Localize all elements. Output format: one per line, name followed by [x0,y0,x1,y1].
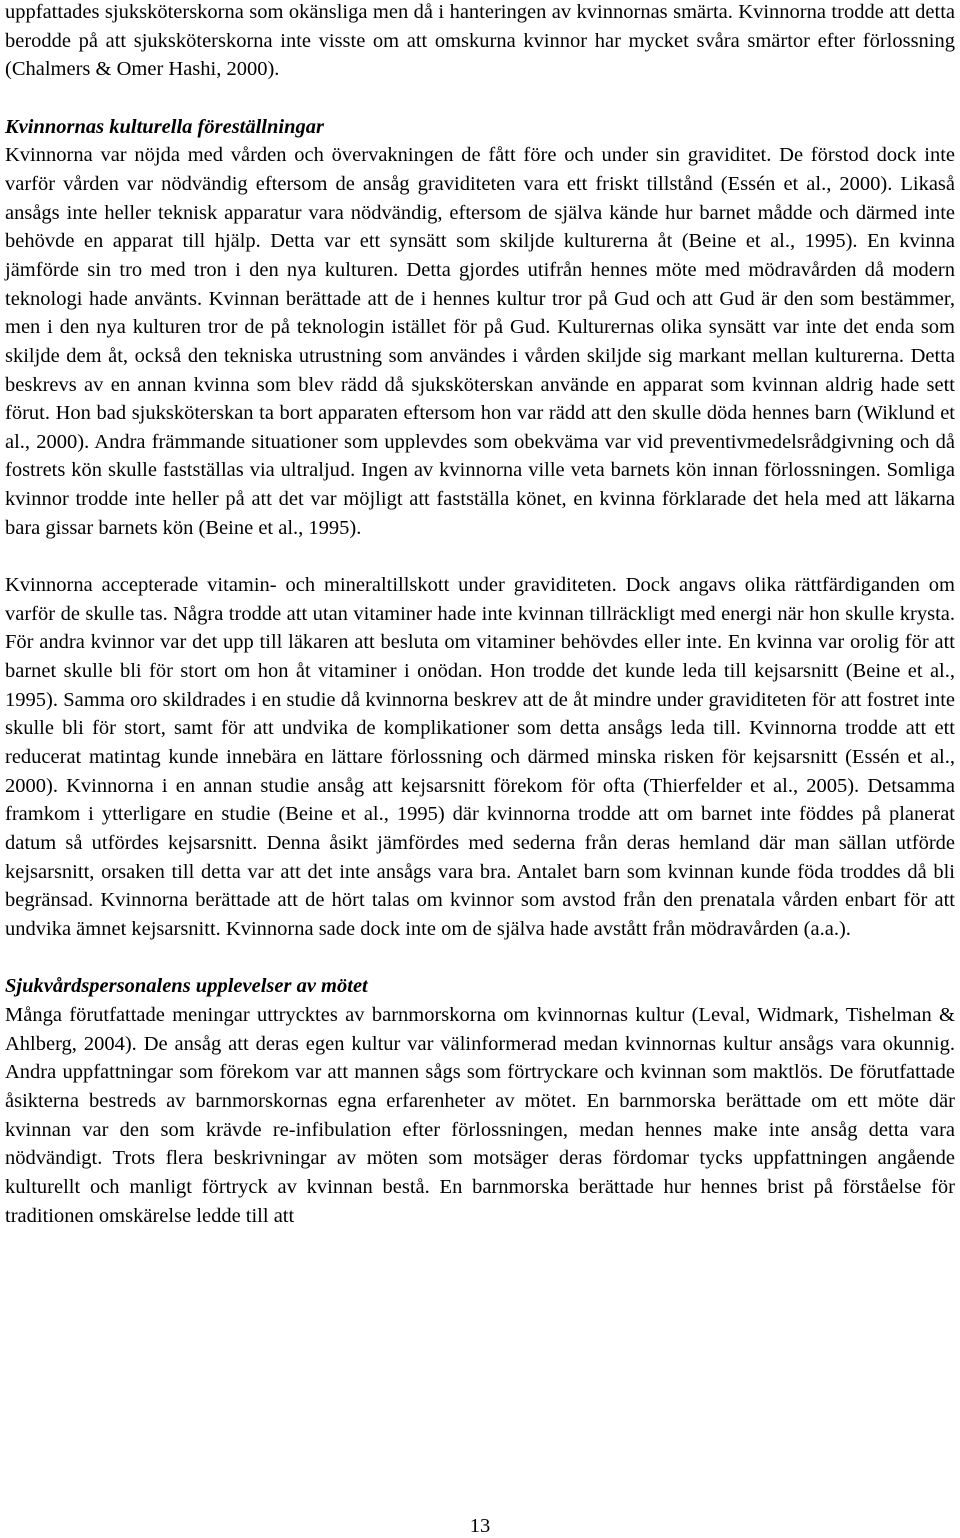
section-heading-staff-experiences: Sjukvårdspersonalens upplevelser av mötet [5,975,368,998]
intro-paragraph: uppfattades sjuksköterskorna som okänsliga men då i hanteringen av kvinnornas smärta. Kvinnorna trodde att detta berodde på att sjuksköterskorna inte visste om att omskurna kvinnor har mycket svåra smärtor efter förlossning (Chalmers & Omer Hashi, 2000). [5,1,955,81]
section2-paragraph-1: Många förutfattade meningar uttrycktes av barnmorskorna om kvinnornas kultur (Leval, Widmark, Tishelman & Ahlberg, 2004). De ansåg att deras egen kultur var välinformerad medan kvinnornas kultur ansågs vara okunnig. Andra uppfattningar som förekom var att mannen sågs som förtryckare och kvinnan som maktlös. De förutfattade åsikterna bestreds av barnmorskornas egna erfarenheter av mötet. En barnmorska berättade om ett möte där kvinnan var den som krävde re-infibulation efter förlossningen, medan hennes make inte ansåg detta vara nödvändigt. Trots flera beskrivningar av möten som motsäger deras fördomar tycks uppfattningen angående kulturellt och manligt förtryck av kvinnan bestå. En barnmorska berättade hur hennes brist på förståelse för traditionen omskärelse ledde till att [5,1003,955,1227]
paragraph-gap [5,84,955,113]
section-heading-cultural-beliefs: Kvinnornas kulturella föreställningar [5,115,324,138]
section1-paragraph-2: Kvinnorna accepterade vitamin- och mineraltillskott under graviditeten. Dock angavs olika rättfärdiganden om varför de skulle tas. Några trodde att utan vitaminer hade inte kvinnan tillräckligt med energi när hon skulle krysta. För andra kvinnor var det upp till läkaren att besluta om vitaminer behövdes eller inte. En kvinna var orolig för att barnet skulle bli för stort om hon åt vitaminer i onödan. Hon trodde det kunde leda till kejsarsnitt (Beine et al., 1995). Samma oro skildrades i en studie då kvinnorna beskrev att de åt mindre under graviditeten för att fostret inte skulle bli för stort, samt för att undvika de komplikationer som detta ansågs leda till. Kvinnorna trodde att ett reducerat matintag kunde innebära en lättare förlossning och därmed minska risken för kejsarsnitt (Essén et al., 2000). Kvinnorna i en annan studie ansåg att kejsarsnitt förekom för ofta (Thierfelder et al., 2005). Detsamma framkom i ytterligare en studie (Beine et al., 1995) där kvinnorna trodde att om barnet inte föddes på planerat datum så utfördes kejsarsnitt. Denna åsikt jämfördes med sederna från deras hemland där man sällan utförde kejsarsnitt, orsaken till detta var att det inte ansågs vara bra. Antalet barn som kvinnan kunde föda troddes då bli begränsad. Kvinnorna berättade att de hört talas om kvinnor som avstod från den prenatala vården enbart för att undvika ämnet kejsarsnitt. Kvinnorna sade dock inte om de själva hade avstått från mödravården (a.a.). [5,574,955,940]
page-number: 13 [469,1515,491,1537]
paragraph-gap [5,542,955,571]
paragraph-gap [5,944,955,973]
section1-paragraph-1: Kvinnorna var nöjda med vården och övervakningen de fått före och under sin graviditet. De förstod dock inte varför vården var nödvändig eftersom de ansåg graviditeten vara ett friskt tillstånd (Essén et al., 2000). Likaså ansågs inte heller teknisk apparatur vara nödvändig, eftersom de själva kände hur barnet mådde och därmed inte behövde en apparat till hjälp. Detta var ett synsätt som skiljde kulturerna åt (Beine et al., 1995). En kvinna jämförde sin tro med tron i den nya kulturen. Detta gjordes utifrån hennes möte med mödravården då modern teknologi hade använts. Kvinnan berättade att de i hennes kultur tror på Gud och att Gud är den som bestämmer, men i den nya kulturen tror de på teknologin istället för på Gud. Kulturernas olika synsätt var inte det enda som skiljde dem åt, också den tekniska utrustning som användes i vården skiljde sig markant mellan kulturerna. Detta beskrevs av en annan kvinna som blev rädd då sjuksköterskan använde en apparat som kvinnan aldrig hade sett förut. Hon bad sjuksköterskan ta bort apparaten eftersom hon var rädd att den skulle döda hennes barn (Wiklund et al., 2000). Andra främmande situationer som upplevdes som obekväma var vid preventivmedelsrådgivning och då fostrets kön skulle fastställas via ultraljud. Ingen av kvinnorna ville veta barnets kön innan förlossningen. Somliga kvinnor trodde inte heller på att det var möjligt att fastställa könet, en kvinna förklarade det hela med att läkarna bara gissar barnets kön (Beine et al., 1995). [5,144,955,539]
document-page [5,0,955,1230]
